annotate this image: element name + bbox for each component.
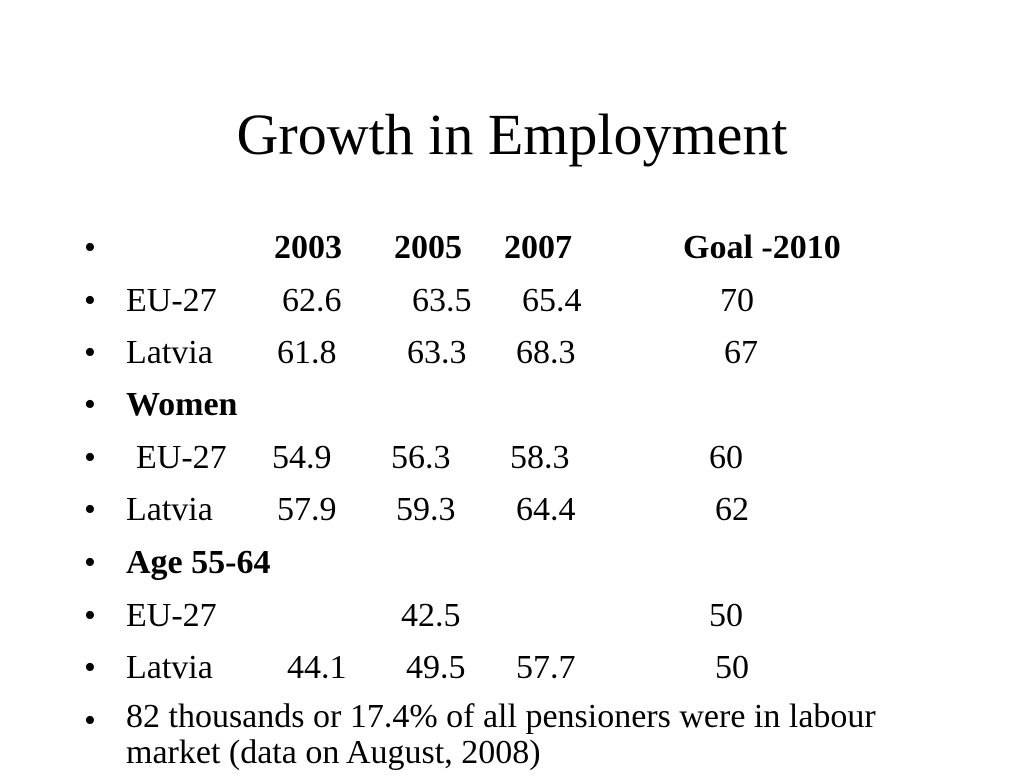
list-item-pensioners-note <box>0 699 1024 779</box>
bullet-dot: • <box>84 229 96 266</box>
value-goal: 67 <box>724 334 758 371</box>
header-year-2007: 2007 <box>504 229 572 266</box>
value-2003: 62.6 <box>282 282 342 319</box>
value-goal: 60 <box>709 439 743 476</box>
row-label: Latvia <box>126 334 213 371</box>
bullet-dot: • <box>84 386 96 423</box>
value-2005: 49.5 <box>406 649 466 686</box>
value-2003: 54.9 <box>272 439 332 476</box>
bullet-dot: • <box>84 649 96 686</box>
value-2007: 68.3 <box>516 334 576 371</box>
section-heading-women: Women <box>126 386 238 423</box>
value-2007: 65.4 <box>522 282 582 319</box>
value-2005: 59.3 <box>396 491 456 528</box>
value-2003: 57.9 <box>277 491 337 528</box>
list-item-age-heading <box>0 541 1024 585</box>
slide-title: Growth in Employment <box>236 102 788 167</box>
header-year-2005: 2005 <box>394 229 462 266</box>
list-item-eu27-total <box>0 279 1024 323</box>
section-heading-age: Age 55-64 <box>126 544 271 581</box>
value-2003: 44.1 <box>287 649 347 686</box>
bullet-dot: • <box>84 334 96 371</box>
list-item-latvia-women <box>0 488 1024 532</box>
row-label: EU-27 <box>126 282 217 319</box>
bullet-dot: • <box>84 439 96 476</box>
value-goal: 70 <box>720 282 754 319</box>
value-2007: 64.4 <box>516 491 576 528</box>
value-2005: 63.5 <box>412 282 472 319</box>
bullet-dot: • <box>84 282 96 319</box>
value-2005: 56.3 <box>391 439 451 476</box>
list-item-latvia-total <box>0 331 1024 375</box>
value-goal: 50 <box>709 597 743 634</box>
row-label: EU-27 <box>126 597 217 634</box>
row-label: EU-27 <box>136 439 227 476</box>
row-label: Latvia <box>126 491 213 528</box>
value-2007: 57.7 <box>516 649 576 686</box>
list-item-eu27-women <box>0 436 1024 480</box>
note-text: 82 thousands or 17.4% of all pensioners were in labour market (data on August, 2008) <box>126 698 876 771</box>
header-year-2003: 2003 <box>274 229 342 266</box>
value-goal: 62 <box>715 491 749 528</box>
list-item-women-heading <box>0 383 1024 427</box>
value-2005: 63.3 <box>407 334 467 371</box>
row-label: Latvia <box>126 649 213 686</box>
bullet-dot: • <box>84 544 96 581</box>
bullet-dot: • <box>84 597 96 634</box>
bullet-dot: • <box>84 491 96 528</box>
value-2005: 42.5 <box>401 597 461 634</box>
value-goal: 50 <box>715 649 749 686</box>
bullet-dot: • <box>84 702 96 739</box>
list-item-latvia-age <box>0 646 1024 690</box>
value-2007: 58.3 <box>510 439 570 476</box>
list-item-eu27-age <box>0 594 1024 638</box>
list-item-header <box>0 226 1024 270</box>
header-goal: Goal -2010 <box>683 229 841 266</box>
value-2003: 61.8 <box>277 334 337 371</box>
